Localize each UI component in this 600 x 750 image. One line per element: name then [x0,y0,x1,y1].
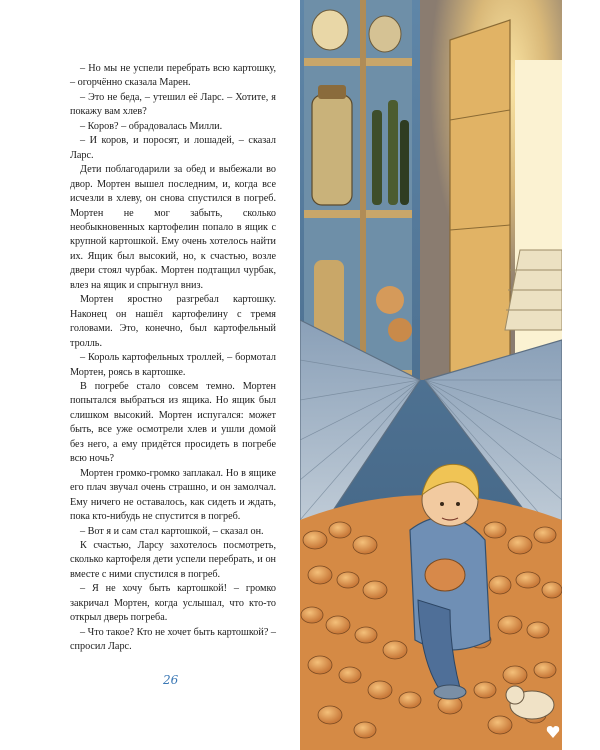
paragraph: К счастью, Ларсу захотелось посмотреть, сколько картофеля дети успели перебрать, и он вместе с ними спустился в погреб. [70,539,276,580]
paragraph: Мортен яростно разгребал картошку. Наконец он нашёл картофелину с тремя головами. Это, конечно, был картофельный тролль. [70,294,276,349]
illustration-drawing [300,0,562,750]
paragraph: – Я не хочу быть картошкой! – громко закричал Мортен, когда услышал, что кто-то открыл дверь погреба. [70,583,276,624]
paragraph: – И коров, и поросят, и лошадей, – сказал Ларс. [70,135,276,161]
shelves [304,0,412,380]
paragraph: В погребе стало совсем темно. Мортен попытался выбраться из ящика. Но ящик был слишком высокий. Мортен испугался: может быть, все уже осмотрели хлев и ушли домой без него, а ему придётся просидеть в погребе всю ночь? [70,380,276,465]
page-number: 26 [163,673,179,687]
paragraph: – Что такое? Кто не хочет быть картошкой? – спросил Ларс. [70,626,276,653]
story-text [70,62,276,655]
paragraph: Мортен громко-громко заплакал. Но в ящике его плач звучал очень страшно, и он замолчал. Ему ничего не оставалось, как сидеть и ждать, пока кто-нибудь не спустится в погреб. [70,467,276,523]
paragraph: – Вот я и сам стал картошкой, – сказал он. [80,525,264,537]
paragraph: – Коров? – обрадовалась Милли. [80,120,223,132]
paragraph: – Король картофельных троллей, – бормотал Мортен, роясь в картошке. [70,352,276,378]
paragraph: – Но мы не успели перебрать всю картошку, – огорчённо сказала Марен. [70,63,276,89]
cellar-door [420,0,562,380]
cellar-illustration [300,0,562,750]
paragraph: Дети поблагодарили за обед и выбежали во двор. Мортен вышел последним, и, когда все исчезли в хлеву, он снова спустился в погреб. Мортен не мог забыть, сколько необыкновенных картофелин попало в ящик с крупной картошкой. Ему очень хотелось найти их. Ящик был высокий, но, к счастью, возле двери стоял чурбак. Мортен подтащил чурбак, влез на ящик и спрыгнул вниз. [70,164,276,291]
paragraph: – Это не беда, – утешил её Ларс. – Хотите, я покажу вам хлев? [70,91,276,118]
corner-heart-icon [546,725,560,739]
